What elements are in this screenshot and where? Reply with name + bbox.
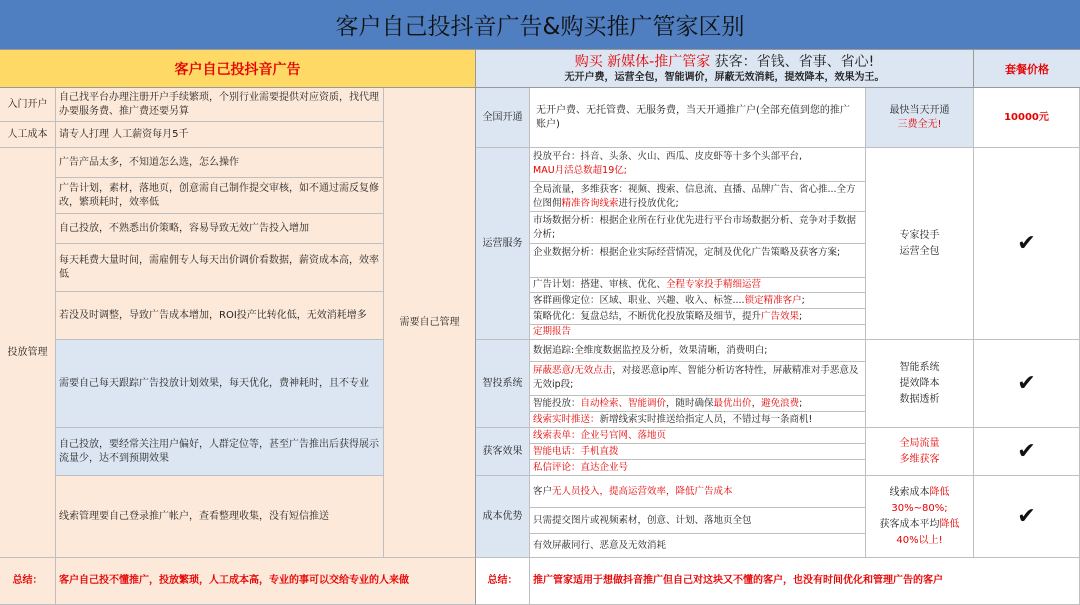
ops-strategy-b: 广告效果 (761, 310, 800, 322)
ops-line-platform (530, 148, 866, 182)
left-manage-item-2: 广告计划，素材，落地页，创意需自己制作提交审核，如不通过需反复修改，繁琐耗时，效率低 (56, 178, 384, 214)
left-manage-item-7: 自己投放，要经常关注用户偏好，人群定位等，甚至广告推出后获得展示流量少，达不到预期效果 (56, 428, 384, 476)
cost-note1b: 降低 (929, 486, 950, 498)
smart-note1: 智能系统 (899, 361, 940, 373)
ops-persona-c: ; (801, 294, 805, 306)
ops-traffic-a: 全局流量，多维获客：视频、搜索、信息流、直播、品牌广告、省心推...全方位图佣 (533, 184, 856, 209)
left-summary-label: 总结： (0, 558, 56, 605)
smart-line-track: 数据追踪:全维度数据监控及分析，效果清晰，消费明白; (530, 340, 866, 362)
ops-strategy-c: ; (799, 310, 803, 322)
ops-line-traffic (530, 182, 866, 212)
right-open-note1: 最快当天开通 (889, 104, 950, 116)
left-manage-item-8: 线索管理要自己登录推广帐户，查看整理收集，没有短信推送 (56, 476, 384, 558)
need-manage-label: 需要自己管理 (384, 88, 476, 558)
right-summary-text: 推广管家适用于想做抖音推广但自己对这块又不懂的客户，也没有时间优化和管理广告的客户 (530, 558, 1080, 605)
left-manage-item-5: 若没及时调整，导致广告成本增加，ROI投产比转化低，无效消耗增多 (56, 292, 384, 340)
smart-line-bid (530, 396, 866, 412)
cost-note3b: 降低 (939, 518, 960, 530)
right-header-brand: 购买 新媒体-推广管家 (574, 53, 711, 70)
ops-line-plan (530, 278, 866, 293)
cost-line-material: 只需提交图片或视频素材，创意、计划、落地页全包 (530, 508, 866, 534)
cost-note2: 30%~80%; (891, 502, 948, 514)
left-header: 客户自己投抖音广告 (0, 50, 476, 88)
smart-bid-e: ， (751, 397, 762, 409)
left-cat-open: 入门开户 (0, 88, 56, 122)
left-cat-labor: 人工成本 (0, 122, 56, 148)
ops-line-market: 市场数据分析：根据企业所在行业优先进行平台市场数据分析、竞争对手数据分析; (530, 212, 866, 244)
smart-note3: 数据透析 (899, 393, 940, 405)
right-cat-cost: 成本优势 (476, 476, 530, 558)
right-summary-label: 总结： (476, 558, 530, 605)
ops-check-icon: ✔ (974, 148, 1080, 340)
leads-check-icon: ✔ (974, 428, 1080, 476)
leads-note (866, 428, 974, 476)
ops-line-enterprise: 企业数据分析：根据企业实际经营情况，定制及优化广告策略及获客方案; (530, 244, 866, 278)
page-title: 客户自己投抖音广告&购买推广管家区别 (0, 0, 1080, 50)
ops-plan-b: 全程专家投手精细运营 (666, 279, 762, 290)
smart-bid-d: 最优出价 (713, 397, 752, 409)
smart-note2: 提效降本 (899, 377, 940, 389)
right-header-slogan: 获客：省钱、省事、省心! (710, 53, 875, 70)
smart-push-b: 新增线索实时推送给指定人员，不错过每一条商机! (599, 413, 813, 425)
right-cat-ops: 运营服务 (476, 148, 530, 340)
right-cat-smart: 智投系统 (476, 340, 530, 428)
ops-strategy-a: 策略优化：复盘总结，不断优化投放策略及细节，提升 (533, 310, 762, 322)
leads-line-message: 私信评论：直达企业号 (530, 460, 866, 476)
cost-staff-b: 无人员投入，提高运营效率，降低广告成本 (552, 485, 733, 497)
right-cat-open: 全国开通 (476, 88, 530, 148)
left-manage-item-1: 广告产品太多，不知道怎么选，怎么操作 (56, 148, 384, 178)
ops-persona-a: 客群画像定位：区域、职业、兴趣、收入、标签.... (533, 294, 745, 306)
cost-line-staff (530, 476, 866, 508)
ops-line-strategy (530, 309, 866, 325)
ops-note (866, 148, 974, 340)
ops-note1: 专家投手 (899, 229, 940, 241)
ops-line-persona (530, 293, 866, 309)
price-value: 10000元 (974, 88, 1080, 148)
right-open-note2: 三费全无! (897, 118, 942, 130)
smart-check-icon: ✔ (974, 340, 1080, 428)
left-manage-item-3: 自己投放，不熟悉出价策略，容易导致无效广告投入增加 (56, 214, 384, 244)
ops-plan-a: 广告计划：搭建、审核、优化、 (533, 279, 667, 290)
cost-line-block: 有效屏蔽同行、恶意及无效消耗 (530, 534, 866, 558)
left-manage-item-4: 每天耗费大量时间，需雇佣专人每天出价调价看数据，薪资成本高，效率低 (56, 244, 384, 292)
leads-note2: 多维获客 (899, 453, 940, 465)
cost-note3a: 获客成本平均 (879, 518, 940, 530)
left-summary-text: 客户自己投不懂推广，投放繁琐，人工成本高，专业的事可以交给专业的人来做 (56, 558, 476, 605)
right-open-text: 无开户费、无托管费、无服务费，当天开通推广户(全部充值到您的推广账户) (530, 88, 866, 148)
smart-block-b: ，对接恶意ip库、智能分析访客特性，屏蔽精准对手恶意及无效ip段; (533, 365, 859, 390)
smart-push-a: 线索实时推送： (533, 413, 600, 425)
smart-block-a: 屏蔽恶意/无效点击 (533, 365, 613, 376)
smart-line-push (530, 412, 866, 428)
right-header (476, 50, 974, 88)
ops-line-platform-a: 投放平台：抖音、头条、火山、西瓜、皮皮虾等十多个头部平台, (533, 151, 803, 162)
leads-note1: 全局流量 (899, 437, 940, 449)
left-labor-text: 请专人打理 人工薪资每月5千 (56, 122, 384, 148)
smart-bid-b: 自动检索、智能调价 (580, 397, 667, 409)
cost-note4: 40%以上! (896, 534, 943, 546)
ops-traffic-c: 进行投放优化; (618, 198, 679, 209)
leads-line-phone: 智能电话：手机直拨 (530, 444, 866, 460)
right-header-sub: 无开户费，运营全包，智能调价，屏蔽无效消耗，提效降本，效果为王。 (564, 71, 885, 83)
cost-note (866, 476, 974, 558)
left-manage-item-6: 需要自己每天跟踪广告投放计划效果，每天优化，费神耗时，且不专业 (56, 340, 384, 428)
smart-bid-c: ，随时确保 (666, 397, 714, 409)
left-cat-manage: 投放管理 (0, 148, 56, 558)
cost-check-icon: ✔ (974, 476, 1080, 558)
ops-line-report: 定期报告 (530, 325, 866, 340)
ops-line-platform-b: MAU月活总数超19亿; (533, 165, 627, 176)
cost-staff-a: 客户 (533, 485, 553, 497)
smart-bid-g: ; (799, 397, 803, 409)
ops-persona-b: 锁定精准客户 (744, 294, 802, 306)
smart-note (866, 340, 974, 428)
cost-note1a: 线索成本 (889, 486, 930, 498)
ops-note2: 运营全包 (899, 245, 940, 257)
left-open-text: 自己找平台办理注册开户手续繁琐，个别行业需要提供对应资质，找代理办要服务费、推广费还要另算 (56, 88, 384, 122)
leads-line-form: 线索表单：企业号官网、落地页 (530, 428, 866, 444)
right-open-note (866, 88, 974, 148)
smart-bid-f: 避免浪费 (761, 397, 800, 409)
ops-traffic-b: 精准咨询线索 (561, 198, 619, 209)
smart-bid-a: 智能投放： (533, 397, 581, 409)
price-header: 套餐价格 (974, 50, 1080, 88)
right-cat-leads: 获客效果 (476, 428, 530, 476)
smart-line-block (530, 362, 866, 396)
